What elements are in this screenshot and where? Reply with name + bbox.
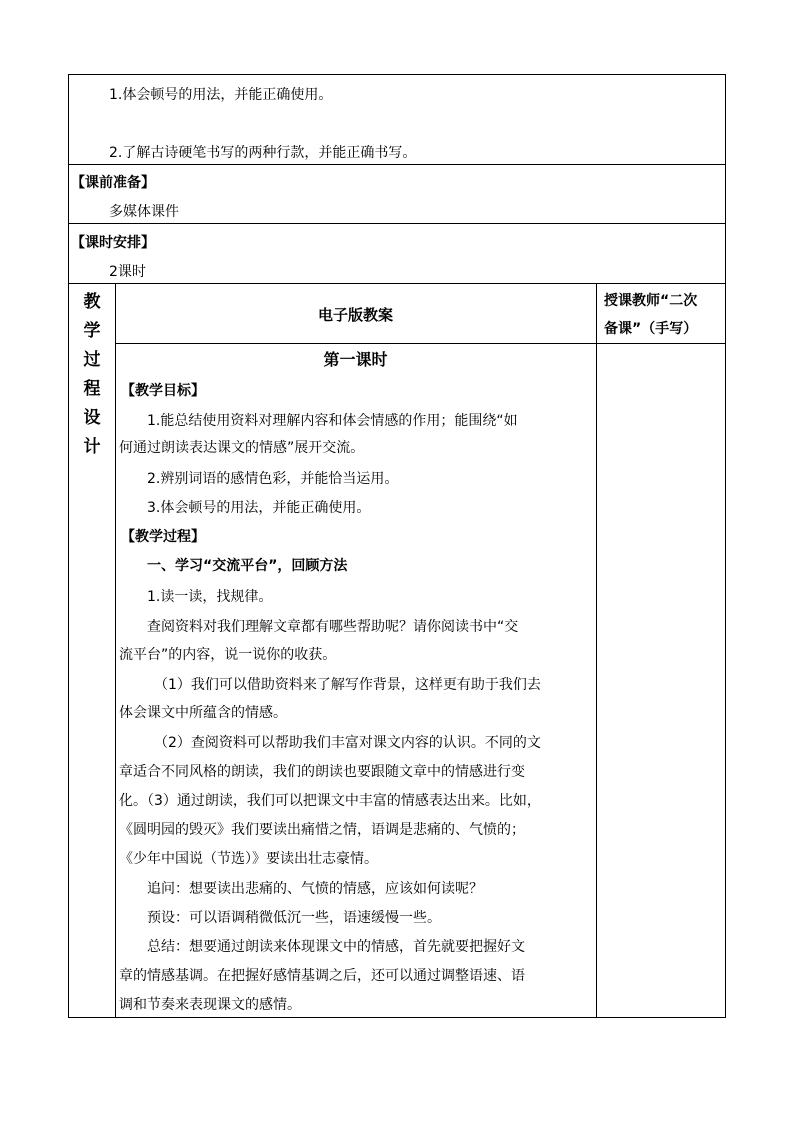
goal-1-line-2: 何通过朗读表达课文的情感”展开交流。 [119,440,365,456]
paragraph-3-line-2: 章适合不同风格的朗读，我们的朗读也要跟随文章中的情感进行变 [119,764,525,780]
preparation-heading: 【课前准备】 [71,175,155,191]
schedule-heading: 【课时安排】 [71,235,155,251]
paragraph-1-line-1: 查阅资料对我们理解文章都有哪些帮助呢？请你阅读书中“交 [147,619,519,635]
objective-item-2: 2.了解古诗硬笔书写的两种行款，并能正确书写。 [109,145,417,161]
paragraph-3-line-3: 化。（3）通过朗读，我们可以把课文中丰富的情感表达出来。比如， [119,793,541,809]
side-label-char: 过 [83,350,101,370]
goal-2: 2.辨别词语的感情色彩，并能恰当运用。 [147,471,399,487]
preset-answer: 预设：可以语调稍微低沉一些，语速缓慢一些。 [147,910,441,926]
paragraph-3-line-5: 《少年中国说（节选）》要读出壮志豪情。 [119,851,378,867]
center-column-header: 电子版教案 [317,306,393,324]
side-label-char: 教 [83,292,101,312]
row-divider [69,283,725,284]
paragraph-2-line-1: （1）我们可以借助资料来了解写作背景，这样更有助于我们去 [154,677,541,693]
summary-line-3: 调和节奏来表现课文的感情。 [119,997,301,1013]
side-label-char: 计 [83,437,101,457]
column-divider [596,283,597,1017]
paragraph-3-line-4: 《圆明园的毁灭》我们要读出痛惜之情，语调是悲痛的、气愤的； [119,822,525,838]
row-divider [69,223,725,224]
right-column-header-line2: 备课”（手写） [604,321,698,337]
paragraph-1-line-2: 流平台”的内容，说一说你的收获。 [119,647,337,663]
row-divider [115,343,725,344]
summary-line-2: 章的情感基调。在把握好感情基调之后，还可以通过调整语速、语 [119,968,525,984]
schedule-content: 2课时 [109,264,146,280]
right-column-header-line1: 授课教师“二次 [604,293,698,309]
side-label-char: 设 [83,408,101,428]
side-label-char: 学 [83,321,101,341]
goals-heading: 【教学目标】 [121,383,205,399]
row-divider [69,164,725,165]
follow-up-question: 追问：想要读出悲痛的、气愤的情感，应该如何读呢？ [147,881,483,897]
teaching-process-label [69,288,115,462]
lesson-title: 第一课时 [323,350,388,369]
process-heading: 【教学过程】 [121,529,205,545]
side-label-char: 程 [83,379,101,399]
step-1: 1.读一读，找规律。 [147,589,273,605]
summary-line-1: 总结：想要通过朗读来体现课文中的情感，首先就要把握好文 [147,939,525,955]
paragraph-2-line-2: 体会课文中所蕴含的情感。 [119,705,287,721]
goal-3: 3.体会顿号的用法，并能正确使用。 [147,500,371,516]
paragraph-3-line-1: （2）查阅资料可以帮助我们丰富对课文内容的认识。不同的文 [154,735,541,751]
preparation-content: 多媒体课件 [109,204,179,220]
objective-item-1: 1.体会顿号的用法，并能正确使用。 [109,87,333,103]
lesson-plan-table [68,74,726,1018]
goal-1-line-1: 1.能总结使用资料对理解内容和体会情感的作用；能围绕“如 [147,413,518,429]
column-divider [115,283,116,1017]
section-1-title: 一、学习“交流平台”，回顾方法 [147,558,348,574]
